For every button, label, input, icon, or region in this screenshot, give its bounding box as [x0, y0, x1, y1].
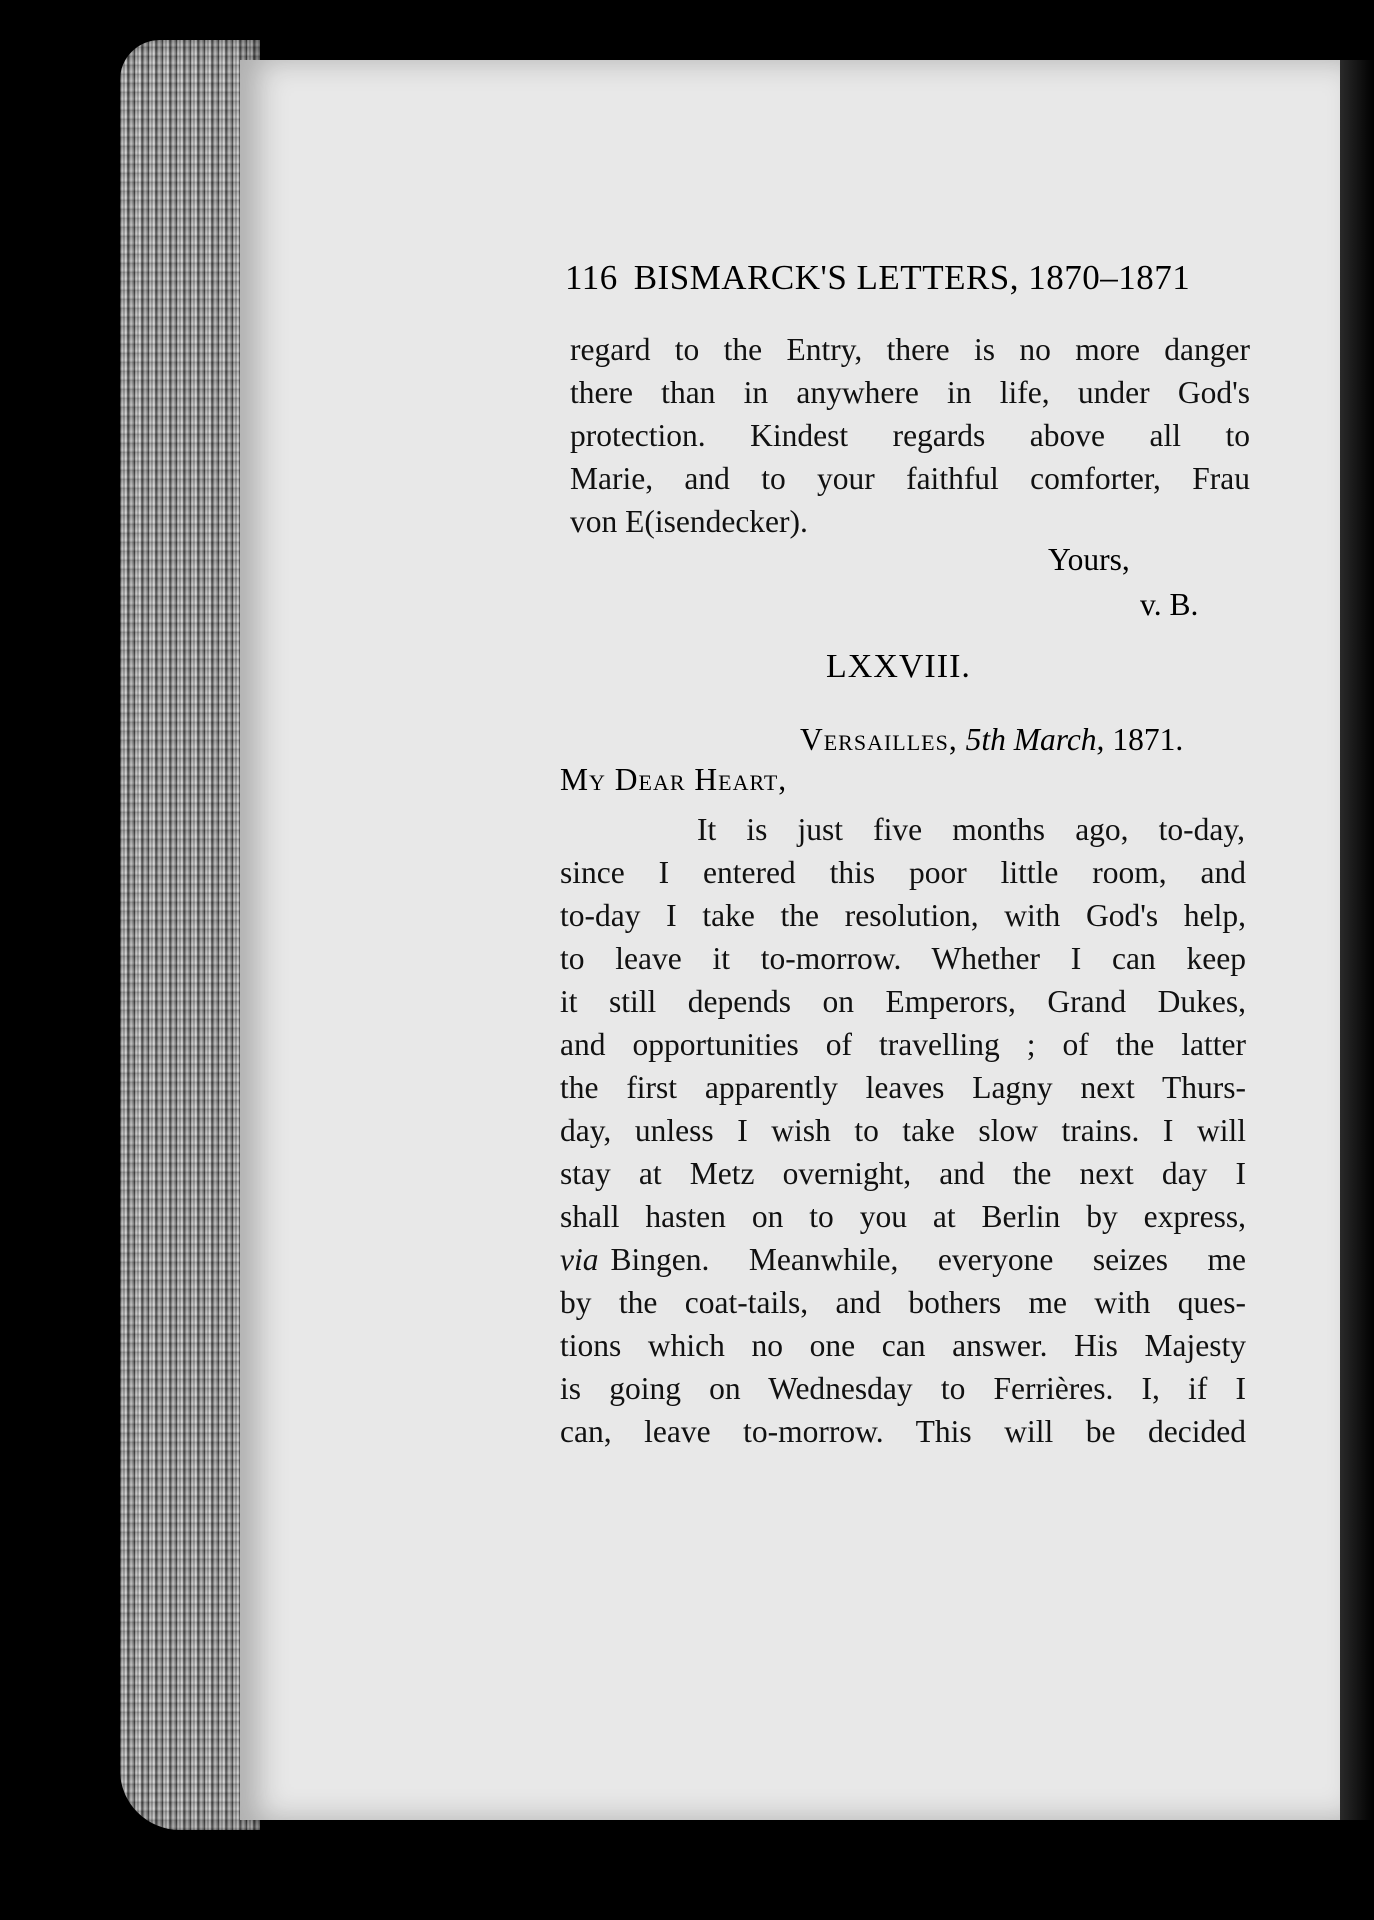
text-line-rest: Bingen. Meanwhile, everyone seizes me: [610, 1242, 1246, 1277]
page-number: 116: [565, 258, 618, 297]
text-line: can, leave to-morrow. This will be decided: [560, 1414, 1246, 1449]
running-head: [565, 258, 1245, 298]
text-line: there than in anywhere in life, under God's: [570, 375, 1250, 410]
dateline-date: 5th March,: [965, 722, 1105, 757]
dateline: [800, 722, 1183, 758]
text-line: and opportunities of travelling ; of the latter: [560, 1027, 1246, 1062]
running-title: BISMARCK'S LETTERS, 1870–1871: [633, 258, 1191, 297]
book-binding-edge: [1340, 60, 1374, 1820]
text-line: it still depends on Emperors, Grand Dukes,: [560, 984, 1246, 1019]
text-line: by the coat-tails, and bothers me with ques-: [560, 1285, 1246, 1320]
text-line: shall hasten on to you at Berlin by express,: [560, 1199, 1246, 1234]
text-line: von E(isendecker).: [570, 504, 808, 539]
text-line: since I entered this poor little room, and: [560, 855, 1246, 890]
text-line: the first apparently leaves Lagny next Thurs-: [560, 1070, 1246, 1105]
letter-number: LXXVIII.: [826, 648, 971, 685]
dateline-year: 1871.: [1112, 722, 1184, 757]
text-line: is going on Wednesday to Ferrières. I, if I: [560, 1371, 1246, 1406]
text-line: regard to the Entry, there is no more danger: [570, 332, 1250, 367]
text-line: protection. Kindest regards above all to: [570, 418, 1250, 453]
text-line: to leave it to-morrow. Whether I can keep: [560, 941, 1246, 976]
text-line: stay at Metz overnight, and the next day I: [560, 1156, 1246, 1191]
text-line: [560, 1240, 1246, 1280]
dateline-place: Versailles,: [800, 722, 958, 757]
text-line: It is just five months ago, to-day,: [697, 812, 1245, 847]
text-line: to-day I take the resolution, with God's help,: [560, 898, 1246, 933]
italic-word: via: [560, 1242, 599, 1277]
text-line: tions which no one can answer. His Majesty: [560, 1328, 1246, 1363]
signature: v. B.: [1140, 587, 1199, 622]
text-line: day, unless I wish to take slow trains. I will: [560, 1113, 1246, 1148]
closing-yours: Yours,: [1048, 542, 1130, 577]
text-line: Marie, and to your faithful comforter, Frau: [570, 461, 1250, 496]
salutation: My Dear Heart,: [560, 762, 788, 797]
book-page-edges: [120, 40, 260, 1830]
